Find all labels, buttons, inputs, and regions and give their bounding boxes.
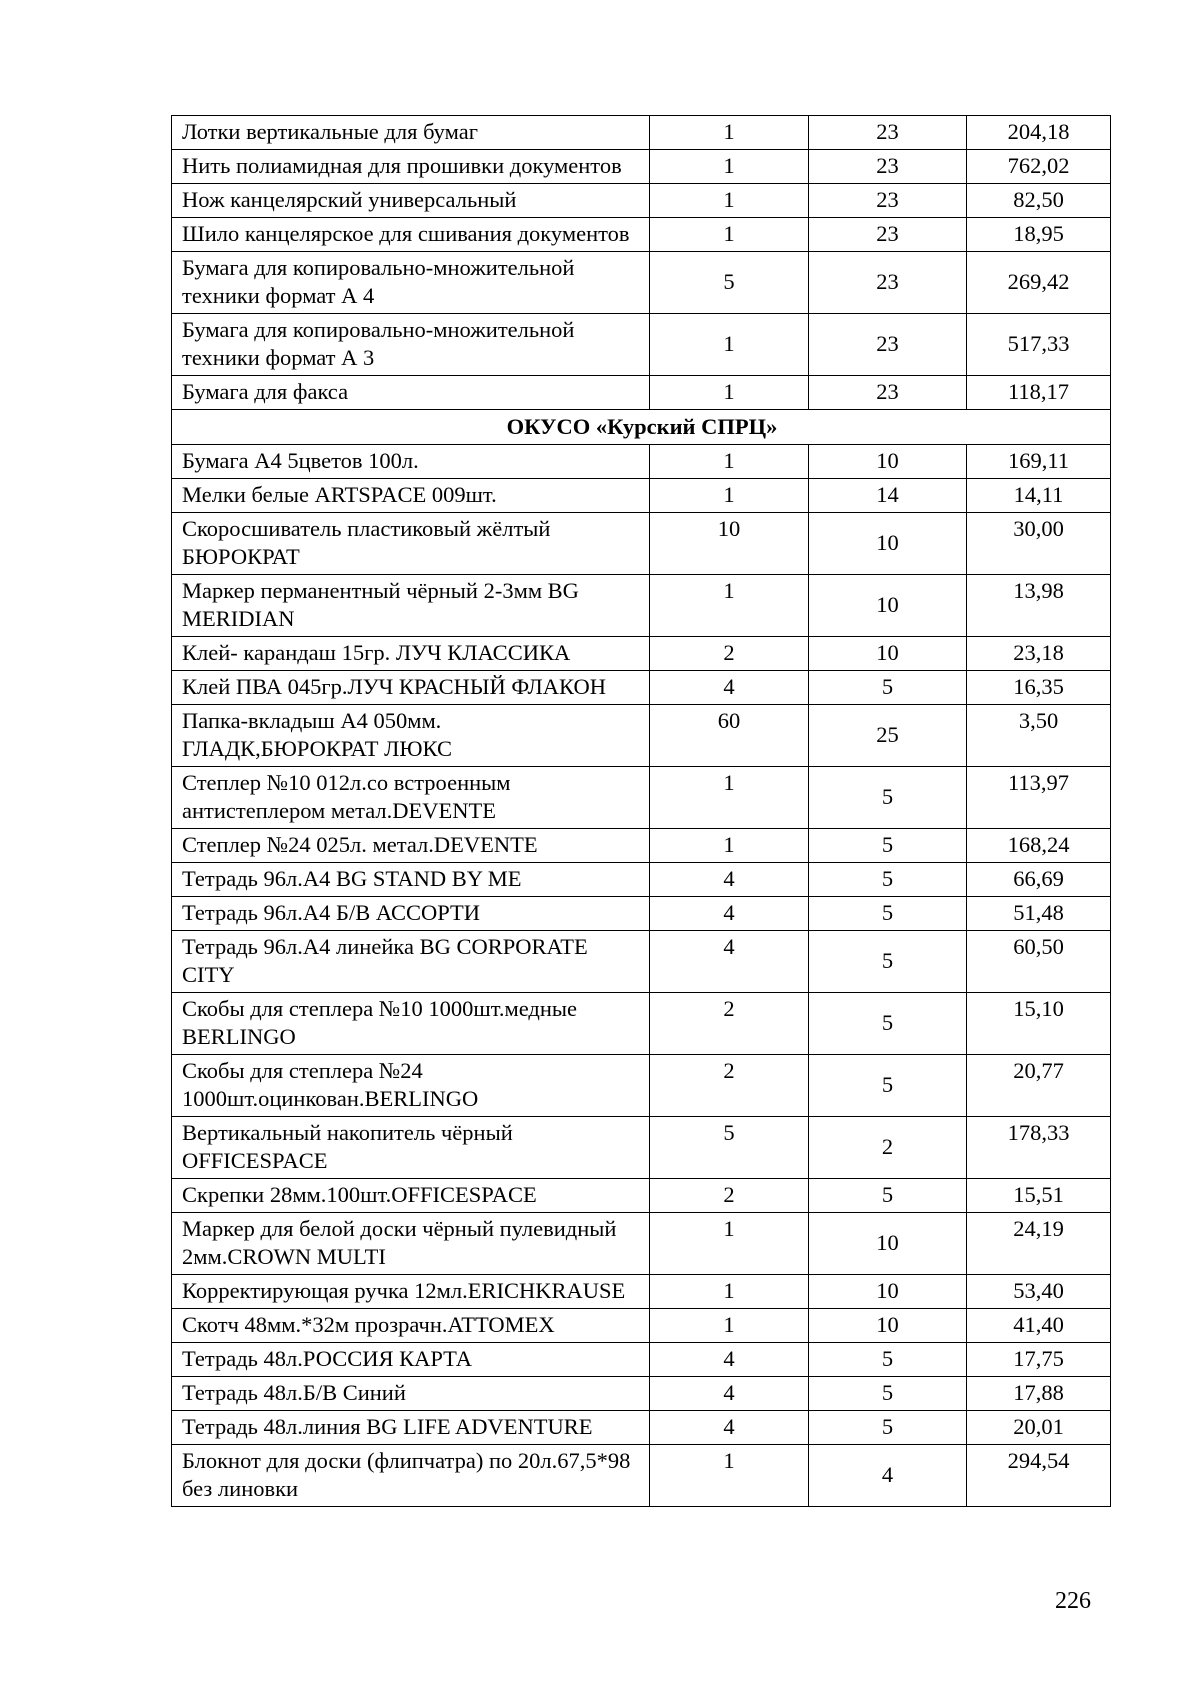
term-cell: 10 [809, 445, 967, 479]
term-cell: 5 [809, 897, 967, 931]
term-cell: 5 [809, 671, 967, 705]
quantity-cell: 1 [650, 479, 809, 513]
price-cell: 204,18 [967, 116, 1111, 150]
table-row [172, 1411, 1111, 1445]
price-cell: 15,51 [967, 1179, 1111, 1213]
price-cell: 20,01 [967, 1411, 1111, 1445]
quantity-cell: 5 [650, 252, 809, 314]
item-name-cell: Папка-вкладыш А4 050мм. ГЛАДК,БЮРОКРАТ ЛЮКС [172, 705, 650, 767]
price-cell: 168,24 [967, 829, 1111, 863]
term-cell: 5 [809, 829, 967, 863]
term-cell: 23 [809, 150, 967, 184]
price-cell: 294,54 [967, 1445, 1111, 1507]
table-row [172, 575, 1111, 637]
quantity-cell: 10 [650, 513, 809, 575]
table-row [172, 1343, 1111, 1377]
quantity-cell: 1 [650, 1309, 809, 1343]
table-row [172, 252, 1111, 314]
item-name-cell: Вертикальный накопитель чёрный OFFICESPACE [172, 1117, 650, 1179]
price-cell: 17,75 [967, 1343, 1111, 1377]
page-number: 226 [1055, 1588, 1091, 1614]
quantity-cell: 1 [650, 829, 809, 863]
item-name-cell: Нож канцелярский универсальный [172, 184, 650, 218]
term-cell: 5 [809, 993, 967, 1055]
table-row [172, 1445, 1111, 1507]
table-row [172, 150, 1111, 184]
price-cell: 13,98 [967, 575, 1111, 637]
quantity-cell: 2 [650, 993, 809, 1055]
supplies-table [171, 115, 1111, 1507]
item-name-cell: Клей- карандаш 15гр. ЛУЧ КЛАССИКА [172, 637, 650, 671]
term-cell: 4 [809, 1445, 967, 1507]
item-name-cell: Скобы для степлера №24 1000шт.оцинкован.BERLINGO [172, 1055, 650, 1117]
item-name-cell: Клей ПВА 045гр.ЛУЧ КРАСНЫЙ ФЛАКОН [172, 671, 650, 705]
table-row [172, 829, 1111, 863]
quantity-cell: 1 [650, 184, 809, 218]
item-name-cell: Тетрадь 48л.РОССИЯ КАРТА [172, 1343, 650, 1377]
item-name-cell: Бумага для копировально-множительной техники формат А 3 [172, 314, 650, 376]
term-cell: 2 [809, 1117, 967, 1179]
price-cell: 17,88 [967, 1377, 1111, 1411]
price-cell: 15,10 [967, 993, 1111, 1055]
table-row [172, 184, 1111, 218]
item-name-cell: Корректирующая ручка 12мл.ERICHKRAUSE [172, 1275, 650, 1309]
quantity-cell: 1 [650, 445, 809, 479]
quantity-cell: 2 [650, 637, 809, 671]
item-name-cell: Маркер для белой доски чёрный пулевидный 2мм.CROWN MULTI [172, 1213, 650, 1275]
table-row [172, 479, 1111, 513]
quantity-cell: 2 [650, 1179, 809, 1213]
table-row [172, 863, 1111, 897]
table-row [172, 767, 1111, 829]
price-cell: 762,02 [967, 150, 1111, 184]
table-row [172, 1309, 1111, 1343]
term-cell: 10 [809, 1213, 967, 1275]
quantity-cell: 1 [650, 575, 809, 637]
price-cell: 60,50 [967, 931, 1111, 993]
item-name-cell: Тетрадь 96л.А4 BG STAND BY ME [172, 863, 650, 897]
quantity-cell: 1 [650, 1445, 809, 1507]
term-cell: 5 [809, 1343, 967, 1377]
quantity-cell: 4 [650, 671, 809, 705]
term-cell: 10 [809, 1309, 967, 1343]
term-cell: 5 [809, 1377, 967, 1411]
price-cell: 30,00 [967, 513, 1111, 575]
item-name-cell: Тетрадь 96л.А4 Б/В АССОРТИ [172, 897, 650, 931]
item-name-cell: Степлер №10 012л.со встроенным антистеплером метал.DEVENTE [172, 767, 650, 829]
item-name-cell: Бумага для факса [172, 376, 650, 410]
table-row [172, 314, 1111, 376]
term-cell: 23 [809, 218, 967, 252]
term-cell: 5 [809, 931, 967, 993]
item-name-cell: Бумага А4 5цветов 100л. [172, 445, 650, 479]
item-name-cell: Тетрадь 48л.Б/В Синий [172, 1377, 650, 1411]
term-cell: 23 [809, 314, 967, 376]
table-row [172, 897, 1111, 931]
item-name-cell: Тетрадь 48л.линия BG LIFE ADVENTURE [172, 1411, 650, 1445]
quantity-cell: 1 [650, 376, 809, 410]
quantity-cell: 1 [650, 1275, 809, 1309]
term-cell: 5 [809, 1411, 967, 1445]
price-cell: 53,40 [967, 1275, 1111, 1309]
item-name-cell: Маркер перманентный чёрный 2-3мм BG MERIDIAN [172, 575, 650, 637]
price-cell: 169,11 [967, 445, 1111, 479]
item-name-cell: Тетрадь 96л.А4 линейка BG CORPORATE CITY [172, 931, 650, 993]
term-cell: 14 [809, 479, 967, 513]
term-cell: 25 [809, 705, 967, 767]
term-cell: 10 [809, 513, 967, 575]
item-name-cell: Скобы для степлера №10 1000шт.медные BERLINGO [172, 993, 650, 1055]
quantity-cell: 60 [650, 705, 809, 767]
table-row [172, 993, 1111, 1055]
item-name-cell: Нить полиамидная для прошивки документов [172, 150, 650, 184]
table-row [172, 376, 1111, 410]
quantity-cell: 5 [650, 1117, 809, 1179]
price-cell: 16,35 [967, 671, 1111, 705]
term-cell: 23 [809, 116, 967, 150]
term-cell: 5 [809, 767, 967, 829]
item-name-cell: Скотч 48мм.*32м прозрачн.ATTOMEX [172, 1309, 650, 1343]
table-row [172, 1377, 1111, 1411]
table-row [172, 1213, 1111, 1275]
price-cell: 24,19 [967, 1213, 1111, 1275]
quantity-cell: 4 [650, 897, 809, 931]
quantity-cell: 1 [650, 116, 809, 150]
term-cell: 5 [809, 1179, 967, 1213]
table-row [172, 1275, 1111, 1309]
item-name-cell: Мелки белые ARTSPACE 009шт. [172, 479, 650, 513]
term-cell: 10 [809, 1275, 967, 1309]
table-row [172, 931, 1111, 993]
quantity-cell: 1 [650, 218, 809, 252]
price-cell: 118,17 [967, 376, 1111, 410]
quantity-cell: 4 [650, 863, 809, 897]
quantity-cell: 4 [650, 931, 809, 993]
quantity-cell: 4 [650, 1343, 809, 1377]
price-cell: 23,18 [967, 637, 1111, 671]
price-cell: 41,40 [967, 1309, 1111, 1343]
item-name-cell: Бумага для копировально-множительной техники формат А 4 [172, 252, 650, 314]
item-name-cell: Блокнот для доски (флипчатра) по 20л.67,5*98 без линовки [172, 1445, 650, 1507]
term-cell: 10 [809, 637, 967, 671]
table-row [172, 513, 1111, 575]
item-name-cell: Шило канцелярское для сшивания документов [172, 218, 650, 252]
section-row [172, 410, 1111, 445]
price-cell: 517,33 [967, 314, 1111, 376]
price-cell: 18,95 [967, 218, 1111, 252]
quantity-cell: 4 [650, 1411, 809, 1445]
section-title: ОКУСО «Курский СПРЦ» [172, 410, 1111, 445]
price-cell: 20,77 [967, 1055, 1111, 1117]
quantity-cell: 1 [650, 767, 809, 829]
quantity-cell: 1 [650, 1213, 809, 1275]
term-cell: 10 [809, 575, 967, 637]
price-cell: 66,69 [967, 863, 1111, 897]
table-row [172, 1055, 1111, 1117]
quantity-cell: 1 [650, 150, 809, 184]
table-row [172, 705, 1111, 767]
table-row [172, 671, 1111, 705]
price-cell: 269,42 [967, 252, 1111, 314]
item-name-cell: Лотки вертикальные для бумаг [172, 116, 650, 150]
price-cell: 14,11 [967, 479, 1111, 513]
term-cell: 5 [809, 1055, 967, 1117]
term-cell: 23 [809, 376, 967, 410]
table-row [172, 1179, 1111, 1213]
quantity-cell: 2 [650, 1055, 809, 1117]
price-cell: 113,97 [967, 767, 1111, 829]
term-cell: 5 [809, 863, 967, 897]
quantity-cell: 1 [650, 314, 809, 376]
item-name-cell: Скрепки 28мм.100шт.OFFICESPACE [172, 1179, 650, 1213]
price-cell: 51,48 [967, 897, 1111, 931]
term-cell: 23 [809, 184, 967, 218]
table-row [172, 1117, 1111, 1179]
table-row [172, 637, 1111, 671]
price-cell: 82,50 [967, 184, 1111, 218]
term-cell: 23 [809, 252, 967, 314]
item-name-cell: Степлер №24 025л. метал.DEVENTE [172, 829, 650, 863]
price-cell: 178,33 [967, 1117, 1111, 1179]
quantity-cell: 4 [650, 1377, 809, 1411]
item-name-cell: Скоросшиватель пластиковый жёлтый БЮРОКРАТ [172, 513, 650, 575]
price-cell: 3,50 [967, 705, 1111, 767]
table-row [172, 218, 1111, 252]
table-row [172, 445, 1111, 479]
table-row [172, 116, 1111, 150]
